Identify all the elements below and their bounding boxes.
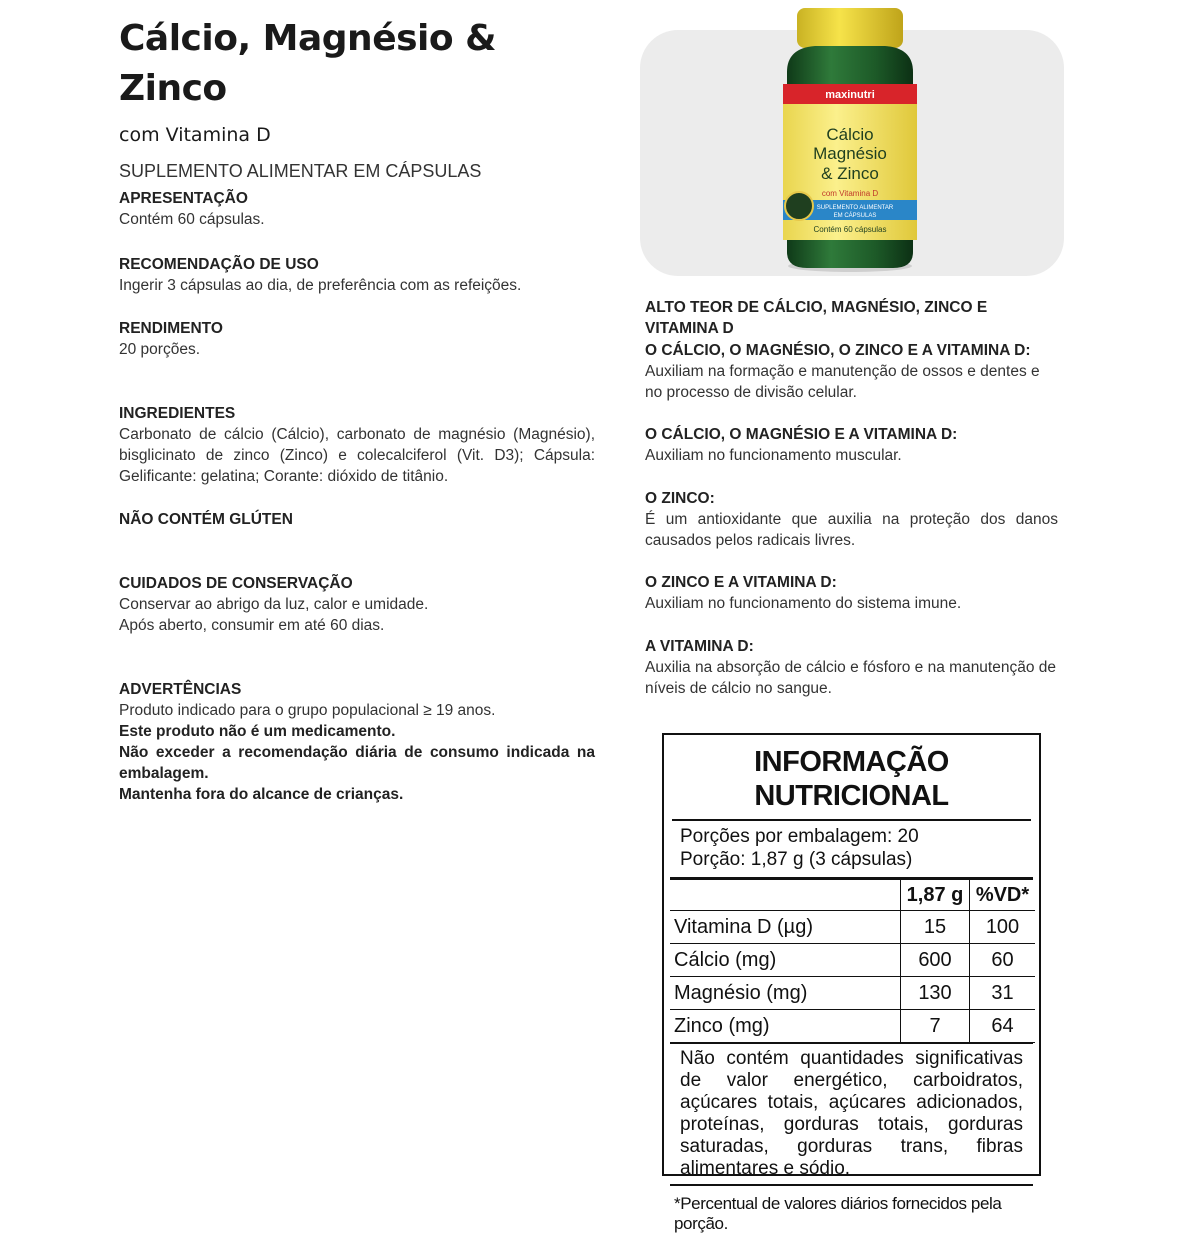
nutrition-note: Não contém quantidades significativas de valor energético, carboidratos, açúcares totais, açúcares adicionados, proteínas, gorduras totais, gorduras saturadas, gorduras trans, fibras alimentares e sódio. [670,1043,1033,1186]
header-amount: 1,87 g [901,880,970,911]
warning-line: Mantenha fora do alcance de crianças. [119,786,404,803]
bottle-name-1: Cálcio [826,125,874,144]
gluten-notice: NÃO CONTÉM GLÚTEN [119,511,293,528]
benefit-text: É um antioxidante que auxilia na proteção dos danos causados pelos radicais livres. [645,511,1058,549]
nutrition-servings [670,821,1033,880]
warning-line: Não exceder a recomendação diária de consumo indicada na embalagem. [119,744,595,782]
benefit-text: Auxiliam no funcionamento do sistema imune. [645,595,962,612]
nutrient-label: Vitamina D (µg) [670,911,901,944]
benefit-title: O CÁLCIO, O MAGNÉSIO, O ZINCO E A VITAMINA D: [645,342,1031,359]
product-header [119,14,595,183]
product-tagline: SUPLEMENTO ALIMENTAR EM CÁPSULAS [119,161,482,181]
table-row [670,1010,1035,1043]
warning-line: Produto indicado para o grupo populacional ≥ 19 anos. [119,702,496,719]
bottle-seal [785,192,813,220]
bottle-band-2: EM CÁPSULAS [833,213,877,219]
nutrition-table [670,880,1035,1043]
section-text: Após aberto, consumir em até 60 dias. [119,617,385,634]
section-apresentacao [119,188,595,230]
nutrient-amount: 130 [901,977,970,1010]
section-text: Ingerir 3 cápsulas ao dia, de preferência com as refeições. [119,277,522,294]
benefit-item [645,636,1058,699]
benefit-item [645,488,1058,551]
nutrition-facts-panel [662,733,1041,1233]
section-conservacao [119,573,595,636]
header-vd: %VD* [970,880,1036,911]
benefit-item [645,340,1058,403]
section-title: ADVERTÊNCIAS [119,681,242,698]
benefit-item [645,424,1058,466]
section-gluten [119,509,595,530]
nutrient-vd: 100 [970,911,1036,944]
section-title: APRESENTAÇÃO [119,190,248,207]
bottle-cap [797,8,903,48]
nutrient-label: Zinco (mg) [670,1010,901,1043]
section-recomendacao [119,254,595,296]
benefits-headline [645,297,1058,339]
nutrient-amount: 7 [901,1010,970,1043]
nutrient-vd: 31 [970,977,1036,1010]
nutrient-amount: 600 [901,944,970,977]
section-text: 20 porções. [119,341,200,358]
product-subtitle: com Vitamina D [119,124,271,146]
benefit-title: O CÁLCIO, O MAGNÉSIO E A VITAMINA D: [645,426,958,443]
table-row [670,977,1035,1010]
benefit-item [645,572,1058,614]
nutrient-vd: 60 [970,944,1036,977]
bottle-band-1: SUPLEMENTO ALIMENTAR [816,205,894,211]
bottle-sub: com Vitamina D [821,189,879,198]
benefit-text: Auxilia na absorção de cálcio e fósforo e na manutenção de níveis de cálcio no sangue. [645,659,1057,697]
section-text: Carbonato de cálcio (Cálcio), carbonato de magnésio (Magnésio), bisglicinato de zinco (Zinco) e colecalciferol (Vit. D3); Cápsula: Gelificante: gelatina; Corante: dióxido de titânio. [119,426,595,485]
nutrient-label: Magnésio (mg) [670,977,901,1010]
bottle-brand: maxinutri [825,89,875,101]
headline-text: ALTO TEOR DE CÁLCIO, MAGNÉSIO, ZINCO E VITAMINA D [645,299,988,337]
benefit-title: O ZINCO: [645,490,715,507]
section-title: INGREDIENTES [119,405,236,422]
product-title: Cálcio, Magnésio & Zinco [119,18,497,109]
nutrient-amount: 15 [901,911,970,944]
bottle-name-3: & Zinco [821,164,879,183]
benefit-title: O ZINCO E A VITAMINA D: [645,574,837,591]
nutrition-title: INFORMAÇÃO NUTRICIONAL [672,745,1031,821]
benefit-title: A VITAMINA D: [645,638,754,655]
table-row [670,944,1035,977]
section-text: Conservar ao abrigo da luz, calor e umidade. [119,596,429,613]
header-blank [670,880,901,911]
bottle-name-2: Magnésio [813,144,887,163]
servings-per-pack: Porções por embalagem: 20 [680,826,919,847]
section-ingredientes [119,403,595,487]
nutrient-vd: 64 [970,1010,1036,1043]
section-title: RENDIMENTO [119,320,223,337]
section-title: CUIDADOS DE CONSERVAÇÃO [119,575,353,592]
table-row [670,911,1035,944]
product-bottle-image [775,0,925,272]
nutrition-header-row [670,880,1035,911]
serving-size: Porção: 1,87 g (3 cápsulas) [680,849,913,870]
warning-line: Este produto não é um medicamento. [119,723,396,740]
section-text: Contém 60 cápsulas. [119,211,265,228]
bottle-count: Contém 60 cápsulas [813,225,887,234]
nutrition-footnote: *Percentual de valores diários fornecidos pela porção. [674,1194,1002,1233]
nutrient-label: Cálcio (mg) [670,944,901,977]
section-title: RECOMENDAÇÃO DE USO [119,256,319,273]
benefit-text: Auxiliam na formação e manutenção de ossos e dentes e no processo de divisão celular. [645,363,1040,401]
benefit-text: Auxiliam no funcionamento muscular. [645,447,902,464]
section-rendimento [119,318,595,360]
section-advertencias [119,679,595,805]
